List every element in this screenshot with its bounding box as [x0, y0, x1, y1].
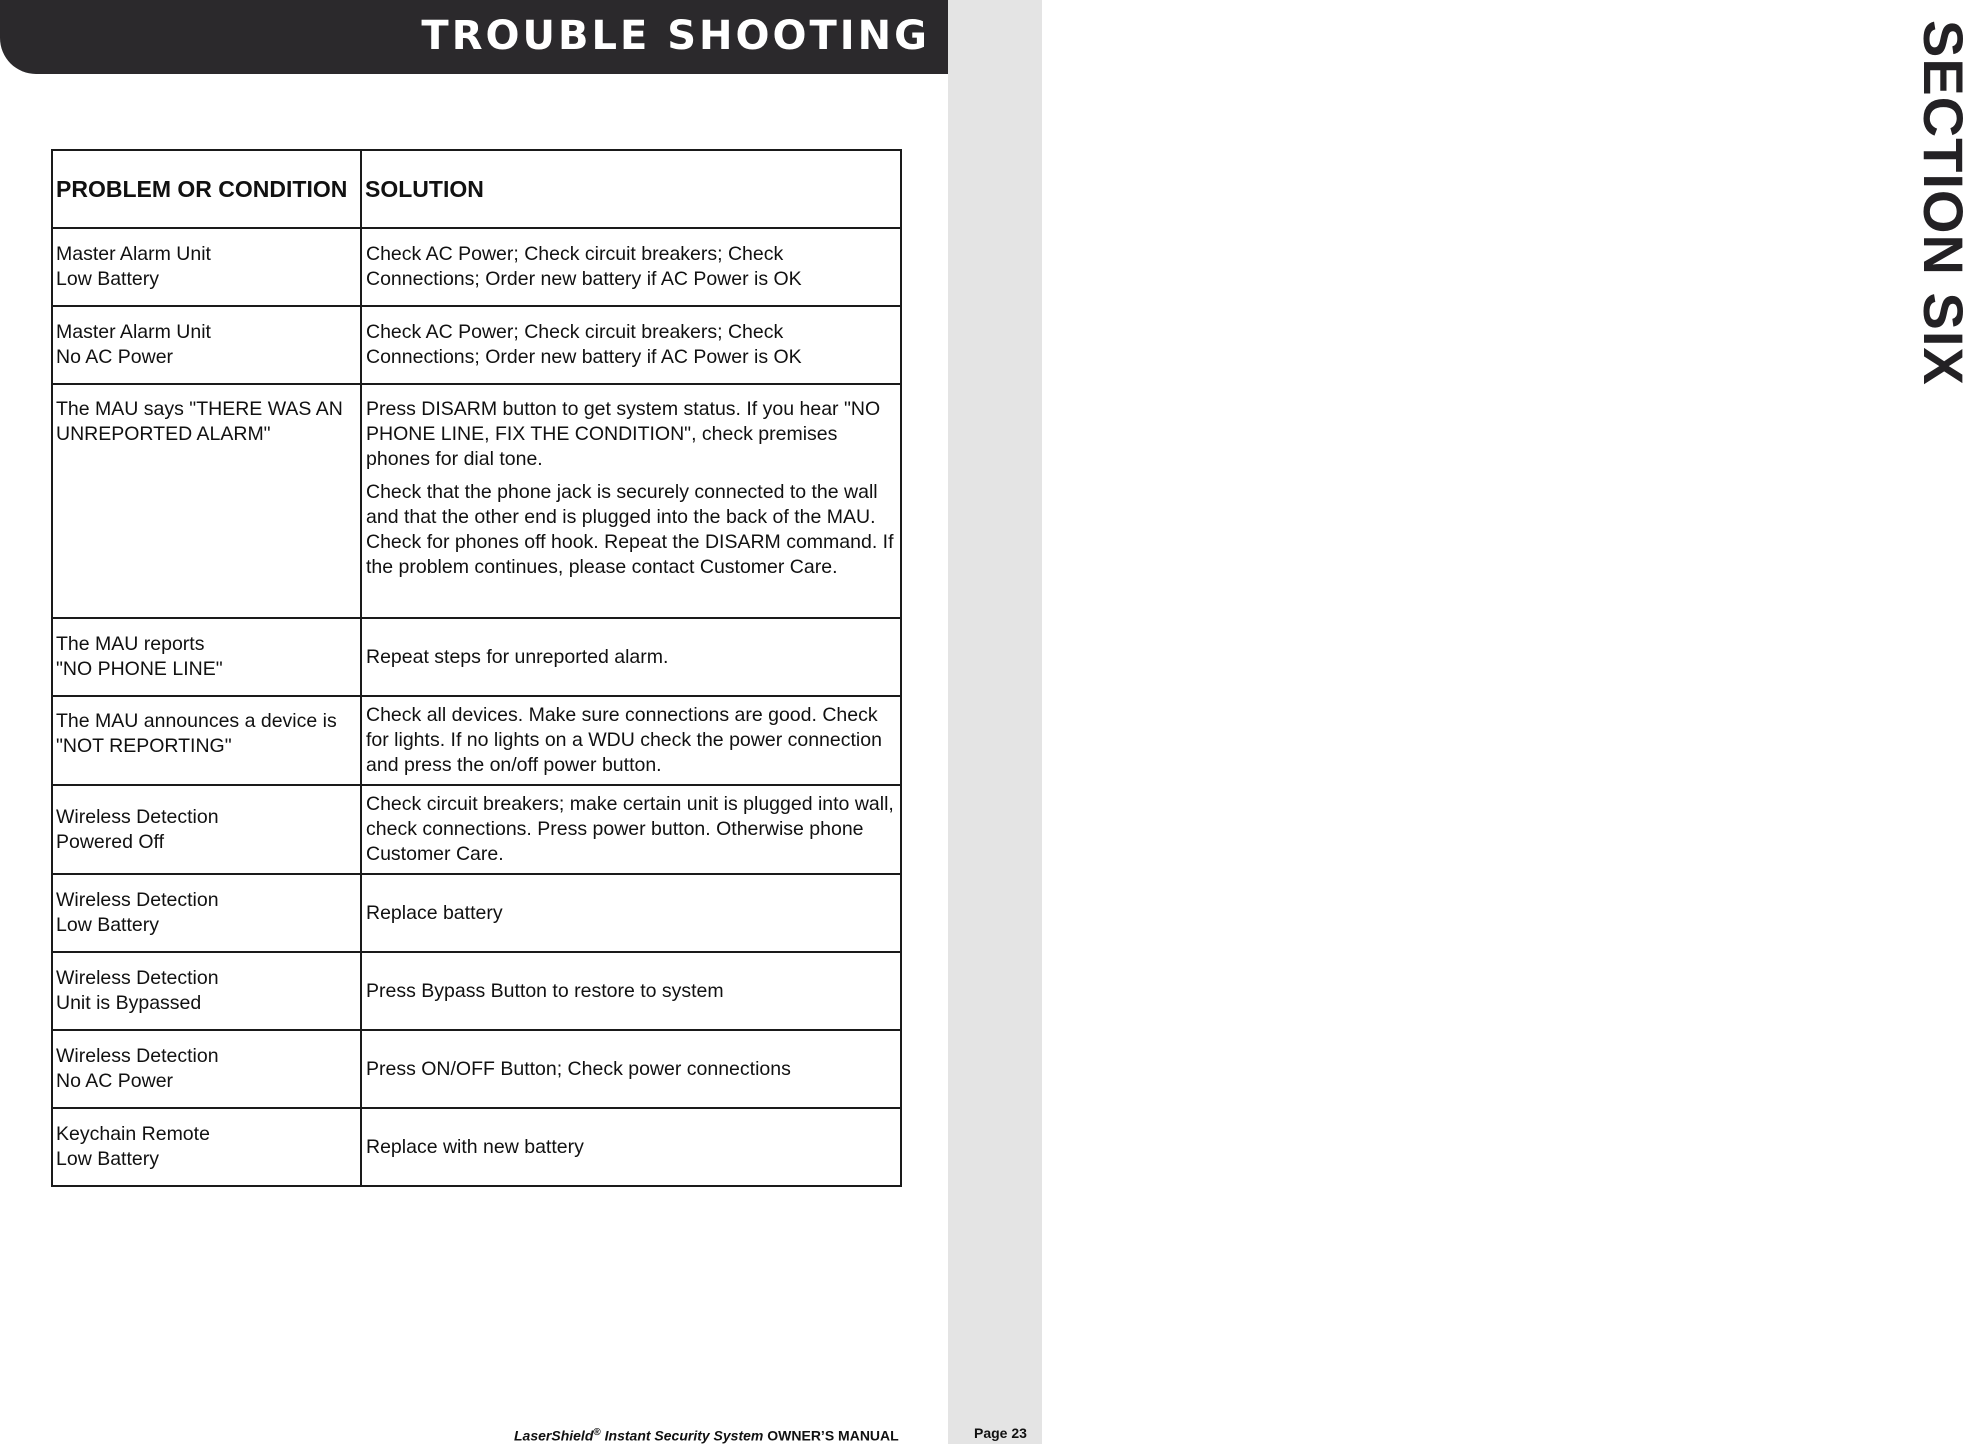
footer-product: Instant Security System — [600, 1427, 764, 1444]
table-row — [52, 785, 901, 874]
solution-text: Check that the phone jack is securely connected to the wall and that the other end is plugged into the back of the MAU. Check for phones off hook. Repeat the DISARM command. If the problem continues, please contact Customer Care. — [366, 481, 894, 578]
problem-cell — [52, 785, 361, 874]
section-side-band — [948, 0, 1975, 1444]
page-number: Page 23 — [974, 1425, 1027, 1441]
problem-line: Keychain Remote — [56, 1123, 210, 1145]
problem-line: Wireless Detection — [56, 889, 219, 911]
problem-line: Master Alarm Unit — [56, 321, 211, 343]
solution-text: Replace with new battery — [366, 1135, 584, 1158]
section-label: SECTION SIX — [1912, 20, 1975, 386]
solution-cell — [361, 1030, 901, 1108]
solution-text: Press DISARM button to get system status. If you hear "NO PHONE LINE, FIX THE CONDITION", check premises phones for dial tone. — [366, 398, 881, 470]
solution-cell — [361, 952, 901, 1030]
problem-cell — [52, 874, 361, 952]
solution-text: Check AC Power; Check circuit breakers; Check Connections; Order new battery if AC Power is OK — [366, 321, 802, 368]
solution-cell — [361, 306, 901, 384]
solution-cell — [361, 384, 901, 618]
problem-cell — [52, 1108, 361, 1186]
problem-line: Low Battery — [56, 268, 159, 290]
problem-cell — [52, 228, 361, 306]
table-row — [52, 952, 901, 1030]
problem-cell — [52, 618, 361, 696]
problem-text: The MAU announces a device is "NOT REPORTING" — [56, 710, 337, 757]
solution-cell — [361, 696, 901, 785]
table-header-row — [52, 150, 901, 228]
solution-text: Check circuit breakers; make certain unit is plugged into wall, check connections. Press power button. Otherwise phone Customer Care. — [366, 793, 894, 865]
registered-mark: ® — [593, 1427, 601, 1438]
problem-column-header: PROBLEM OR CONDITION — [52, 150, 361, 228]
solution-text: Check AC Power; Check circuit breakers; Check Connections; Order new battery if AC Power is OK — [366, 243, 802, 290]
table-row — [52, 1108, 901, 1186]
problem-line: No AC Power — [56, 346, 174, 368]
problem-line: Wireless Detection — [56, 805, 219, 828]
solution-text: Check all devices. Make sure connections are good. Check for lights. If no lights on a WDU check the power connection and press the on/off power button. — [366, 704, 882, 776]
problem-cell — [52, 696, 361, 785]
solution-cell — [361, 874, 901, 952]
problem-line: Unit is Bypassed — [56, 992, 202, 1014]
table-row — [52, 306, 901, 384]
problem-cell — [52, 1030, 361, 1108]
problem-line: "NO PHONE LINE" — [56, 658, 223, 680]
problem-cell — [52, 384, 361, 618]
problem-line: Low Battery — [56, 1148, 159, 1170]
solution-text: Repeat steps for unreported alarm. — [366, 645, 669, 668]
table-row — [52, 618, 901, 696]
problem-line: Powered Off — [56, 830, 165, 853]
solution-text: Replace battery — [366, 901, 503, 924]
problem-line: Wireless Detection — [56, 967, 219, 989]
footer-manual: OWNER’S MANUAL — [763, 1427, 899, 1444]
page-title: TROUBLE SHOOTING — [421, 13, 930, 59]
problem-line: Master Alarm Unit — [56, 243, 211, 265]
solution-text: Press Bypass Button to restore to system — [366, 979, 724, 1002]
problem-line: The MAU reports — [56, 633, 205, 655]
table-row — [52, 696, 901, 785]
solution-text: Press ON/OFF Button; Check power connections — [366, 1057, 791, 1080]
table-row — [52, 228, 901, 306]
footer-manual-title — [514, 1424, 899, 1445]
table-row — [52, 384, 901, 618]
table-row — [52, 1030, 901, 1108]
solution-cell — [361, 228, 901, 306]
solution-cell — [361, 1108, 901, 1186]
problem-cell — [52, 306, 361, 384]
problem-line: No AC Power — [56, 1070, 174, 1092]
solution-column-header: SOLUTION — [361, 150, 901, 228]
problem-line: Low Battery — [56, 914, 159, 936]
problem-cell — [52, 952, 361, 1030]
page-header — [0, 0, 948, 74]
problem-line: Wireless Detection — [56, 1045, 219, 1067]
troubleshooting-table — [51, 149, 902, 1187]
footer-brand: LaserShield — [514, 1427, 594, 1444]
problem-text: The MAU says "THERE WAS AN UNREPORTED ALARM" — [56, 398, 343, 445]
table-row — [52, 874, 901, 952]
solution-cell — [361, 618, 901, 696]
solution-cell — [361, 785, 901, 874]
